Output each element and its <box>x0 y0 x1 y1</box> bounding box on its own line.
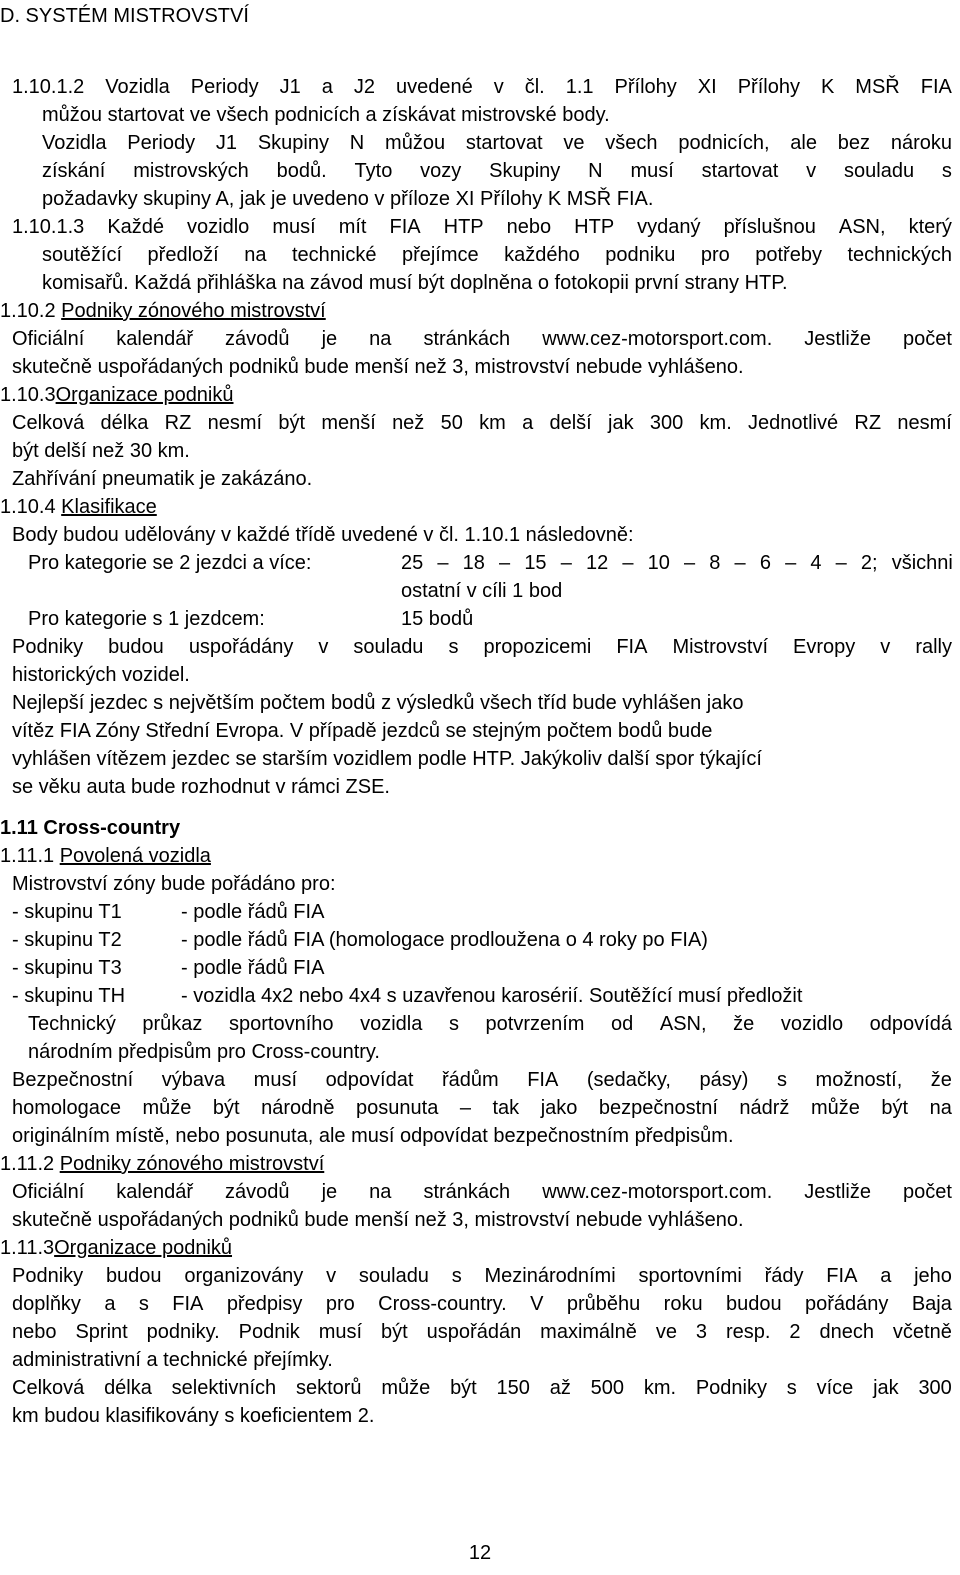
paragraph-line: být delší než 30 km. <box>12 440 190 462</box>
points-label: Pro kategorie se 2 jezdci a více: <box>28 552 312 574</box>
subsection-number: 1.10.3 <box>0 384 56 406</box>
paragraph-line: doplňky a s FIA předpisy pro Cross-country. V průběhu roku budou pořádány Baja <box>12 1293 952 1315</box>
paragraph-line: komisařů. Každá přihláška na závod musí být doplněna o fotokopii první strany HTP. <box>42 272 788 294</box>
paragraph-line: Nejlepší jezdec s největším počtem bodů z výsledků všech tříd bude vyhlášen jako <box>12 692 744 714</box>
section-heading: D. SYSTÉM MISTROVSTVÍ <box>0 5 249 27</box>
group-name: - skupinu T2 <box>12 929 122 951</box>
points-scale: 15 bodů <box>401 608 474 630</box>
subsection-heading <box>0 381 234 409</box>
group-desc: - podle řádů FIA (homologace prodloužena o 4 roky po FIA) <box>181 929 708 951</box>
paragraph-line: Mistrovství zóny bude pořádáno pro: <box>12 873 336 895</box>
paragraph-line: můžou startovat ve všech podnicích a získávat mistrovské body. <box>42 104 610 126</box>
subsection-title: Organizace podniků <box>54 1237 233 1259</box>
paragraph-line: nebo Sprint podniky. Podnik musí být uspořádán maximálně ve 3 resp. 2 dnech včetně <box>12 1321 952 1343</box>
paragraph-line: Zahřívání pneumatik je zakázáno. <box>12 468 313 490</box>
subsection-heading <box>0 493 157 521</box>
paragraph-line: požadavky skupiny A, jak je uvedeno v příloze XI Přílohy K MSŘ FIA. <box>42 188 654 210</box>
subsection-heading <box>0 1150 324 1178</box>
paragraph-line: Celková délka selektivních sektorů může být 150 až 500 km. Podniky s více jak 300 <box>12 1377 952 1399</box>
group-desc: - podle řádů FIA <box>181 901 325 923</box>
subsection-number: 1.11.3 <box>0 1237 55 1259</box>
paragraph-line: soutěžící předloží na technické přejímce každého podniku pro potřeby technických <box>42 244 952 266</box>
paragraph-line: 1.10.1.2 Vozidla Periody J1 a J2 uvedené v čl. 1.1 Přílohy XI Přílohy K MSŘ FIA <box>12 76 952 98</box>
paragraph-line: národním předpisům pro Cross-country. <box>28 1041 380 1063</box>
subsection-number: 1.10.2 <box>0 300 56 322</box>
subsection-number: 1.10.4 <box>0 496 56 518</box>
paragraph-line: 1.10.1.3 Každé vozidlo musí mít FIA HTP nebo HTP vydaný příslušnou ASN, který <box>12 216 952 238</box>
paragraph-line: získání mistrovských bodů. Tyto vozy Skupiny N musí startovat v souladu s <box>42 160 952 182</box>
paragraph-line: Celková délka RZ nesmí být menší než 50 km a delší jak 300 km. Jednotlivé RZ nesmí <box>12 412 952 434</box>
section-title: 1.11 Cross-country <box>0 817 181 839</box>
subsection-title: Podniky zónového mistrovství <box>61 300 326 322</box>
paragraph-line: Oficiální kalendář závodů je na stránkách www.cez-motorsport.com. Jestliže počet <box>12 1181 952 1203</box>
group-name: - skupinu TH <box>12 985 126 1007</box>
paragraph-line: Bezpečnostní výbava musí odpovídat řádům FIA (sedačky, pásy) s možností, že <box>12 1069 952 1091</box>
subsection-number: 1.11.2 <box>0 1153 55 1175</box>
group-desc: - podle řádů FIA <box>181 957 325 979</box>
paragraph-line: skutečně uspořádaných podniků bude menší než 3, mistrovství nebude vyhlášeno. <box>12 1209 744 1231</box>
subsection-heading <box>0 842 211 870</box>
paragraph-line: homologace může být národně posunuta – tak jako bezpečnostní nádrž může být na <box>12 1097 952 1119</box>
subsection-title: Organizace podniků <box>55 384 234 406</box>
paragraph-line: historických vozidel. <box>12 664 190 686</box>
group-name: - skupinu T3 <box>12 957 122 979</box>
paragraph-line: originálním místě, nebo posunuta, ale musí odpovídat bezpečnostním předpisům. <box>12 1125 734 1147</box>
paragraph-line: Oficiální kalendář závodů je na stránkách www.cez-motorsport.com. Jestliže počet <box>12 328 952 350</box>
group-name: - skupinu T1 <box>12 901 122 923</box>
points-label: Pro kategorie s 1 jezdcem: <box>28 608 265 630</box>
subsection-title: Podniky zónového mistrovství <box>59 1153 325 1175</box>
points-scale: 25 – 18 – 15 – 12 – 10 – 8 – 6 – 4 – 2; všichni <box>401 552 953 574</box>
subsection-title: Povolená vozidla <box>59 845 211 867</box>
paragraph-line: skutečně uspořádaných podniků bude menší než 3, mistrovství nebude vyhlášeno. <box>12 356 744 378</box>
subsection-heading <box>0 297 326 325</box>
paragraph-line: Body budou udělovány v každé třídě uvedené v čl. 1.10.1 následovně: <box>12 524 634 546</box>
paragraph-line: Technický průkaz sportovního vozidla s potvrzením od ASN, že vozidlo odpovídá <box>28 1013 952 1035</box>
paragraph-line: vyhlášen vítězem jezdec se starším vozidlem podle HTP. Jakýkoliv další spor týkající <box>12 748 762 770</box>
paragraph-line: km budou klasifikovány s koeficientem 2. <box>12 1405 375 1427</box>
subsection-title: Klasifikace <box>61 496 157 518</box>
subsection-heading <box>0 1234 232 1262</box>
paragraph-line: Podniky budou uspořádány v souladu s propozicemi FIA Mistrovství Evropy v rally <box>12 636 952 658</box>
paragraph-line: Podniky budou organizovány v souladu s Mezinárodními sportovními řády FIA a jeho <box>12 1265 952 1287</box>
page-number: 12 <box>468 1542 492 1564</box>
paragraph-line: se věku auta bude rozhodnut v rámci ZSE. <box>12 776 390 798</box>
subsection-number: 1.11.1 <box>0 845 55 867</box>
paragraph-line: Vozidla Periody J1 Skupiny N můžou startovat ve všech podnicích, ale bez nároku <box>42 132 952 154</box>
paragraph-line: vítěz FIA Zóny Střední Evropa. V případě jezdců se stejným počtem bodů bude <box>12 720 713 742</box>
paragraph-line: administrativní a technické přejímky. <box>12 1349 333 1371</box>
points-scale-cont: ostatní v cíli 1 bod <box>401 580 563 602</box>
group-desc: - vozidla 4x2 nebo 4x4 s uzavřenou karosérií. Soutěžící musí předložit <box>181 985 803 1007</box>
